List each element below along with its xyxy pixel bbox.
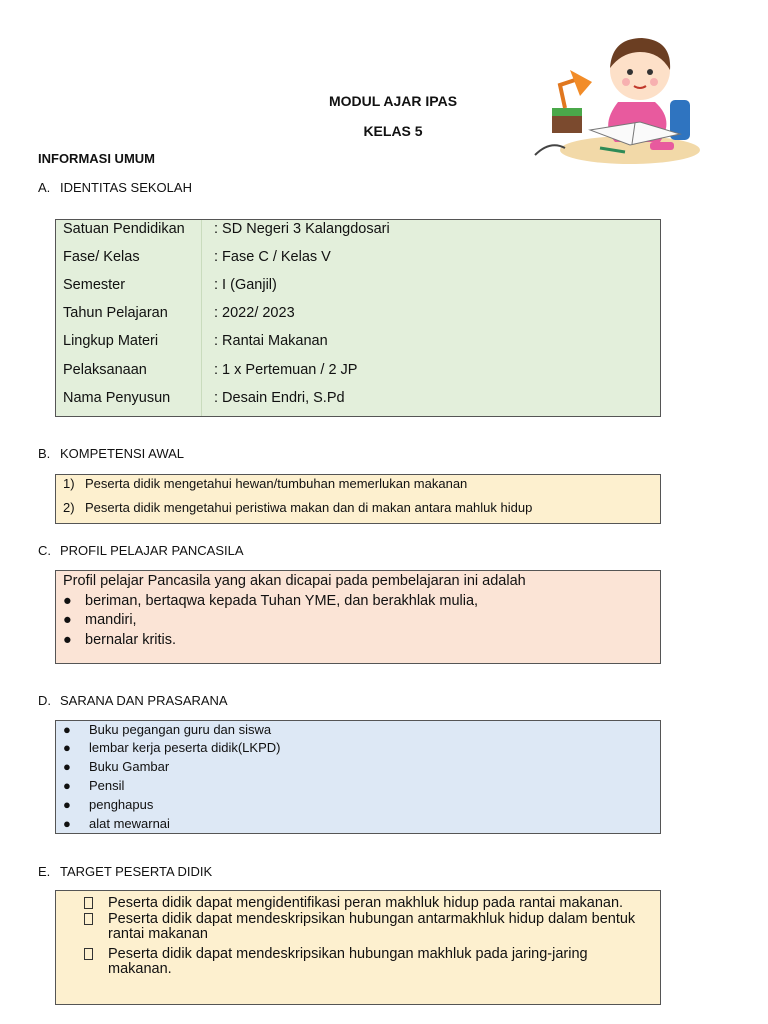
item-text: Peserta didik dapat mendeskripsikan hubungan antarmakhluk hidup dalam bentuk rantai makanan xyxy=(108,911,636,942)
item-text: penghapus xyxy=(89,797,154,812)
section-a-letter: A. xyxy=(38,180,51,195)
row-value: : Desain Endri, S.Pd xyxy=(214,390,345,406)
list-item xyxy=(63,722,271,737)
list-item xyxy=(84,912,654,942)
item-text: Buku pegangan guru dan siswa xyxy=(89,722,272,737)
row-value: : 1 x Pertemuan / 2 JP xyxy=(214,362,358,378)
checkbox-icon xyxy=(84,913,93,925)
bullet-icon: ● xyxy=(63,759,71,774)
row-label: Semester xyxy=(63,277,126,293)
row-value: : 2022/ 2023 xyxy=(214,305,295,321)
bullet-icon: ● xyxy=(63,740,71,755)
target-box xyxy=(55,890,661,1005)
section-e-heading xyxy=(38,864,212,879)
list-item xyxy=(63,759,169,774)
list-item xyxy=(63,476,467,491)
list-item xyxy=(63,816,170,831)
section-d-letter: D. xyxy=(38,693,51,708)
item-text: alat mewarnai xyxy=(89,816,170,831)
list-item xyxy=(63,612,137,628)
list-item xyxy=(63,778,124,793)
section-b-heading xyxy=(38,446,184,461)
section-b-letter: B. xyxy=(38,446,51,461)
row-label: Satuan Pendidikan xyxy=(63,221,185,237)
item-number: 1) xyxy=(63,476,75,491)
row-label: Tahun Pelajaran xyxy=(63,305,168,321)
bullet-icon: ● xyxy=(63,797,71,812)
section-a-title: IDENTITAS SEKOLAH xyxy=(60,180,192,195)
checkbox-icon xyxy=(84,897,93,909)
class-title: KELAS 5 xyxy=(363,123,423,139)
list-item xyxy=(63,632,176,648)
section-d-title: SARANA DAN PRASARANA xyxy=(60,693,228,708)
section-a-heading xyxy=(38,180,192,195)
bullet-icon: ● xyxy=(63,612,72,628)
item-text: mandiri, xyxy=(85,612,137,628)
item-number: 2) xyxy=(63,500,75,515)
section-e-letter: E. xyxy=(38,864,51,879)
list-item xyxy=(63,797,153,812)
section-d-heading xyxy=(38,693,228,708)
bullet-icon: ● xyxy=(63,632,72,648)
bullet-icon: ● xyxy=(63,816,71,831)
item-text: Peserta didik mengetahui hewan/tumbuhan memerlukan makanan xyxy=(85,476,468,491)
list-item xyxy=(63,593,478,609)
item-text: Peserta didik dapat mendeskripsikan hubungan makhluk pada jaring-jaring makanan. xyxy=(108,946,588,977)
child-reading-book-icon xyxy=(530,30,705,170)
row-value: : Rantai Makanan xyxy=(214,333,328,349)
section-c-heading xyxy=(38,543,244,558)
item-text: lembar kerja peserta didik(LKPD) xyxy=(89,740,281,755)
bullet-icon: ● xyxy=(63,722,71,737)
profil-intro: Profil pelajar Pancasila yang akan dicapai pada pembelajaran ini adalah xyxy=(63,573,526,589)
item-text: Peserta didik mengetahui peristiwa makan dan di makan antara mahluk hidup xyxy=(85,500,533,515)
section-c-title: PROFIL PELAJAR PANCASILA xyxy=(60,543,244,558)
row-label: Fase/ Kelas xyxy=(63,249,140,265)
identity-table xyxy=(55,219,661,417)
row-value: : I (Ganjil) xyxy=(214,277,277,293)
item-text: Pensil xyxy=(89,778,125,793)
list-item xyxy=(84,947,654,977)
bullet-icon: ● xyxy=(63,778,71,793)
list-item xyxy=(63,740,280,755)
row-label: Nama Penyusun xyxy=(63,390,171,406)
row-value: : SD Negeri 3 Kalangdosari xyxy=(214,221,390,237)
item-text: beriman, bertaqwa kepada Tuhan YME, dan berakhlak mulia, xyxy=(85,593,479,609)
item-text: Buku Gambar xyxy=(89,759,170,774)
item-text: bernalar kritis. xyxy=(85,632,177,648)
section-b-title: KOMPETENSI AWAL xyxy=(60,446,185,461)
profil-box xyxy=(55,570,661,664)
section-c-letter: C. xyxy=(38,543,51,558)
row-label: Pelaksanaan xyxy=(63,362,147,378)
sarana-box xyxy=(55,720,661,834)
list-item xyxy=(63,500,532,515)
info-heading: INFORMASI UMUM xyxy=(38,151,155,166)
item-text: Peserta didik dapat mengidentifikasi peran makhluk hidup pada rantai makanan. xyxy=(108,895,624,911)
kompetensi-box xyxy=(55,474,661,524)
row-value: : Fase C / Kelas V xyxy=(214,249,331,265)
list-item xyxy=(84,896,654,911)
document-title: MODUL AJAR IPAS xyxy=(328,93,458,109)
bullet-icon: ● xyxy=(63,593,72,609)
checkbox-icon xyxy=(84,948,93,960)
row-label: Lingkup Materi xyxy=(63,333,159,349)
section-e-title: TARGET PESERTA DIDIK xyxy=(60,864,213,879)
column-divider xyxy=(201,220,202,416)
